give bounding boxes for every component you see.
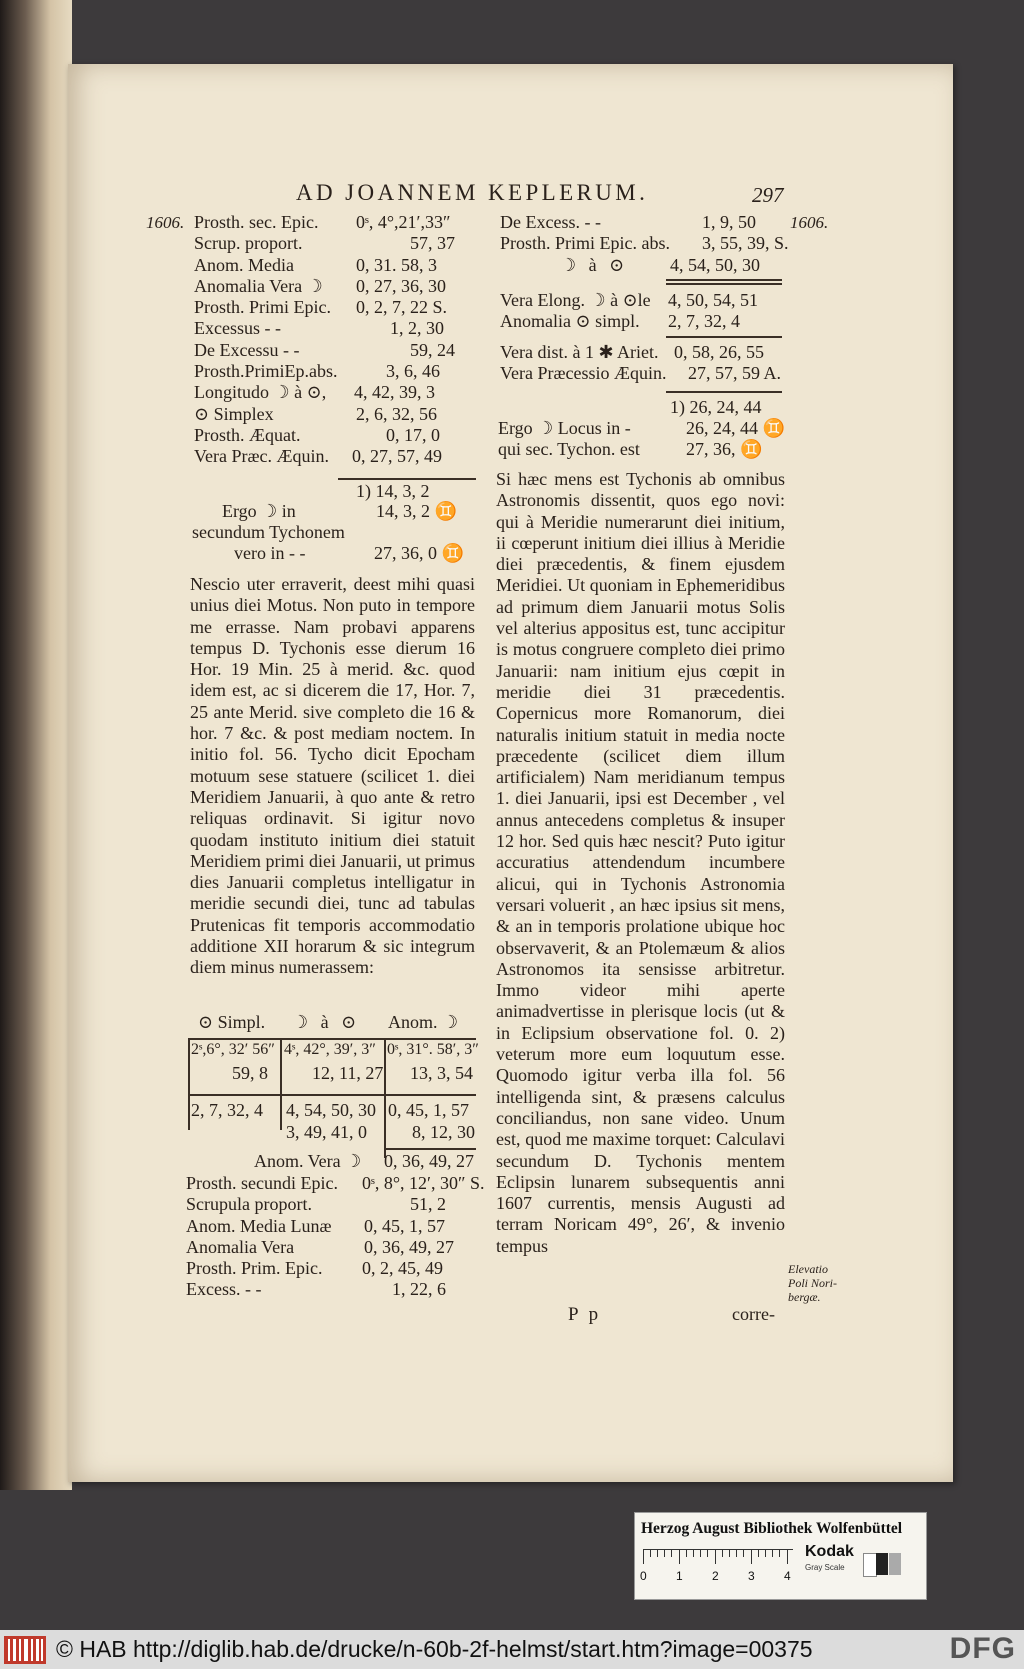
table-row [194, 446, 484, 467]
grid-cell: 4, 54, 50, 30 [286, 1100, 376, 1120]
catchword: corre- [732, 1304, 775, 1324]
row-value: 3, 55, 39, S. [702, 233, 789, 254]
row-label: Prosth. Primi Epic. abs. [500, 233, 670, 254]
row-label: Scrupula proport. [186, 1194, 312, 1215]
row-label: ☽ à ⊙ [560, 254, 625, 275]
row-label: Prosth. secundi Epic. [186, 1173, 338, 1193]
row-value: 27, 36, ♊ [686, 439, 763, 460]
row-value: 0, 58, 26, 55 [674, 342, 764, 362]
grid-header-3: Anom. ☽ [388, 1012, 459, 1032]
signature-mark: P p [568, 1304, 602, 1325]
table-row [500, 290, 800, 311]
page-number: 297 [752, 183, 784, 207]
marginal-note [788, 1262, 837, 1304]
row-label: Anomalia Vera ☽ [194, 275, 323, 296]
left-table-1 [194, 212, 484, 468]
right-table-3 [500, 342, 800, 385]
ergo-line3-value: 27, 36, 0 ♊ [374, 543, 464, 563]
table-row [498, 439, 798, 460]
kodak-brand: Kodak [805, 1543, 854, 1560]
table-row [500, 363, 800, 384]
scale-number: 4 [784, 1569, 791, 1583]
table-row [500, 212, 800, 233]
scale-number: 0 [640, 1569, 647, 1583]
sum-rule [338, 478, 476, 480]
row-value: 26, 24, 44 ♊ [686, 418, 785, 438]
row-value: 1, 9, 50 [702, 212, 756, 232]
table-row [194, 425, 484, 446]
anom-vera-label: Anom. Vera ☽ [254, 1151, 362, 1171]
row-label: Vera dist. à 1 ✱ Ariet. [500, 342, 659, 362]
sum-rule [666, 283, 782, 285]
paragraph: Nescio uter erraverit, deest mihi quasi unius diei Motus. Non puto in tempore me errasse. Nam probavi apparens tempus D. Tychonis esse dierum 16 Hor. 19 Min. 25 à merid. &c. quod idem est, ac si dicerem die 17, Hor. 7, 25 ante Merid. sive completo die 16 & hor. 7 &c. & post mediam noctem. In initio fol. 56. Tycho dicit Epocham motuum sese statuere (scilicet 1. diei Meridiem Januarii, à quo ante & retro reliquas ordinavit. Si igitur novo quodam instituto initium diei statuit Meridiem primi diei Januarii, ut primus dies Januarii completus intelligatur in meridie secundi diei, tunc ad tabulas Prutenicas fit temporis accommodatio additione XII horarum & sic integrum diem minus numerassem: [190, 574, 475, 978]
sum-rule [666, 336, 782, 338]
ergo-line2: secundum Tychonem [192, 522, 345, 542]
row-label: Vera Elong. ☽ à ⊙le [500, 290, 651, 310]
row-value: 1, 2, 30 [390, 318, 444, 339]
scale-number: 2 [712, 1569, 719, 1583]
table-row [194, 212, 484, 233]
table-row [186, 1237, 486, 1258]
gray-swatch [863, 1553, 877, 1577]
table-row [194, 276, 484, 297]
grid-cell: 3, 49, 41, 0 [286, 1122, 367, 1142]
right-table-2 [500, 290, 800, 333]
ergo-value: 14, 3, 2 ♊ [376, 501, 457, 521]
row-value: 2, 6, 32, 56 [356, 403, 437, 424]
sum-rule [666, 279, 782, 281]
row-value: 0, 2, 7, 22 S. [356, 297, 448, 318]
sum-rule [666, 391, 782, 393]
grid-cell: 59, 8 [232, 1063, 268, 1083]
source-url-link[interactable]: © HAB http://diglib.hab.de/drucke/n-60b-2f-helmst/start.htm?image=00375 [56, 1636, 813, 1662]
row-label: Anomalia ⊙ simpl. [500, 311, 640, 332]
grid-cell: 12, 11, 27 [312, 1063, 384, 1083]
row-value: 4, 42, 39, 3 [354, 382, 435, 403]
row-label: Vera Præcessio Æquin. [500, 363, 667, 384]
table-row [194, 361, 484, 382]
year-left: 1606. [146, 213, 185, 232]
book-binding [0, 0, 72, 1490]
year-right: 1606. [790, 213, 829, 232]
grid-bottom-rule [386, 1148, 476, 1150]
ergo-label: Ergo ☽ in [222, 501, 296, 521]
table-row [500, 255, 800, 276]
row-value: 0, 27, 57, 49 [352, 446, 442, 467]
marginal-line: bergæ. [788, 1290, 821, 1304]
row-label: Ergo ☽ Locus in - [498, 418, 631, 438]
running-title: AD JOANNEM KEPLERUM. [296, 180, 649, 205]
grid-top-rule [188, 1038, 476, 1040]
row-value: 0, 31. 58, 3 [356, 254, 437, 275]
left-table-2 [186, 1173, 486, 1301]
grid-vrule [384, 1040, 386, 1158]
row-label: Prosth. Æquat. [194, 424, 301, 445]
table-row [186, 1173, 486, 1194]
row-value: 4, 50, 54, 51 [668, 290, 758, 310]
grid-cell: 2, 7, 32, 4 [191, 1100, 263, 1120]
grid-header-1: ⊙ Simpl. [198, 1012, 266, 1032]
table-row [194, 255, 484, 276]
left-sum: 1) 14, 3, 2 [356, 481, 430, 501]
row-label: Prosth.PrimiEp.abs. [194, 361, 338, 382]
table-row [500, 233, 800, 254]
marginal-line: Elevatio [788, 1262, 828, 1276]
right-table-1 [500, 212, 800, 276]
gray-scale-label: Gray Scale [805, 1563, 845, 1572]
table-row [500, 342, 800, 363]
table-row [498, 418, 798, 439]
right-prose [496, 469, 785, 1257]
row-label: De Excessu - - [194, 339, 300, 360]
footer-bar [0, 1630, 1024, 1669]
left-prose [190, 574, 475, 979]
grid-cell: 13, 3, 54 [410, 1063, 473, 1083]
table-row [194, 340, 484, 361]
row-value: 51, 2 [410, 1194, 446, 1215]
table-row [194, 233, 484, 254]
dfg-logo: DFG [949, 1632, 1016, 1665]
paragraph: Si hæc mens est Tychonis ab omnibus Astronomis dissentit, quos ego novi: qui à Meridie numerarunt diei initium, ii cœperunt initium diei illius à Meridie diei præcedentis, & finem ejusdem Meridiei. Ut quoniam in Ephemeridibus ad primum diem Januarii motus Solis vel alterius appositus est, tunc accipitur is motus congruere completo diei primo Januarii: nam initium ejus cœpit in meridie diei 31 præcedentis. Copernicus more Romanorum, diei naturalis initium statuit in media nocte præcedente (scilicet diem illum artificialem) Nam meridianum tempus 1. diei Januarii, ipsi est December , vel annus antecedens completus & insuper 12 hor. Sed quis hæc nescit? Puto igitur accuratius attendendum incumbere alicui, qui in Tychonis Astronomia versari voluerit , an hæc ipsius sit mens, & an in temporis prolatione ubique hoc observaverit, & an Ptolemæum & alios Astronomos ita sensisse arbitretur. Immo videor mihi aperte animadvertisse in plerisque locis (ut & in Eclipsium observatione fol. 0. 2) veterum more eum loquutum esse. Quomodo igitur verba illa fol. 56 intelligenda sint, & præsens calculus conciliandus, non sane video. Unum est, quod me maxime torquet: Calculavi secundum D. Tychonis mentem Eclipsin lunarem subsequentis anni 1607 currentis, mensis Augusti ad terram Noricam 49°, 26′, & invenio tempus [496, 469, 785, 1256]
barcode-icon [4, 1636, 46, 1664]
row-label: Anom. Media Lunæ [186, 1215, 332, 1236]
row-value: 27, 57, 59 A. [688, 363, 782, 384]
row-label: Prosth. sec. Epic. [194, 212, 319, 232]
row-label: qui sec. Tychon. est [498, 439, 640, 460]
table-row [186, 1216, 486, 1237]
table-row [194, 404, 484, 425]
row-value: 59, 24 [410, 339, 455, 360]
table-row [186, 1258, 486, 1279]
gray-swatch [876, 1553, 888, 1575]
anom-vera-value: 0, 36, 49, 27 [384, 1151, 474, 1171]
grid-mid-rule [188, 1094, 476, 1096]
row-value: 1, 22, 6 [392, 1279, 446, 1300]
row-label: Prosth. Prim. Epic. [186, 1258, 323, 1279]
row-label: Excessus - - [194, 318, 281, 339]
row-value: 0, 17, 0 [386, 424, 440, 445]
grid-cell: 4ˢ, 42°, 39′, 3″ [284, 1041, 376, 1058]
row-label: Vera Præc. Æquin. [194, 446, 329, 467]
row-value: 0, 2, 45, 49 [362, 1258, 443, 1279]
row-value: 3, 6, 46 [386, 361, 440, 382]
row-value: 57, 37 [410, 233, 455, 254]
marginal-line: Poli Nori- [788, 1276, 838, 1290]
scale-ruler [643, 1549, 793, 1568]
row-label: Prosth. Primi Epic. [194, 297, 332, 318]
scale-number: 1 [676, 1569, 683, 1583]
table-row [186, 1279, 486, 1300]
grid-vrule [188, 1040, 190, 1130]
table-row [194, 382, 484, 403]
row-value: 0, 27, 36, 30 [356, 275, 446, 296]
row-value: 2, 7, 32, 4 [668, 311, 740, 332]
row-label: ⊙ Simplex [194, 403, 274, 424]
row-value: 0ˢ, 8°, 12′, 30″ S. [362, 1173, 485, 1193]
right-ergo [498, 418, 798, 461]
table-row [186, 1194, 486, 1215]
grid-cell: 2ˢ,6°, 32′ 56″ [191, 1041, 275, 1058]
grid-header-2: ☽ à ⊙ [292, 1012, 357, 1032]
row-label: Anomalia Vera [186, 1236, 295, 1257]
library-name: Herzog August Bibliothek Wolfenbüttel [641, 1520, 903, 1537]
grid-cell: 0ˢ, 31°. 58′, 3″ [387, 1041, 479, 1058]
grid-cell: 8, 12, 30 [412, 1122, 475, 1142]
row-label: Scrup. proport. [194, 233, 303, 254]
grid-cell: 0, 45, 1, 57 [388, 1100, 469, 1120]
row-label: Longitudo ☽ à ⊙, [194, 382, 327, 403]
table-row [194, 297, 484, 318]
ergo-line3-label: vero in - - [234, 543, 306, 563]
row-value: 4, 54, 50, 30 [670, 254, 760, 275]
right-sum: 1) 26, 24, 44 [670, 397, 762, 417]
row-label: De Excess. - - [500, 212, 601, 232]
row-value: 0, 45, 1, 57 [364, 1215, 445, 1236]
library-scale-card [634, 1512, 927, 1600]
row-value: 0, 36, 49, 27 [364, 1236, 454, 1257]
scale-number: 3 [748, 1569, 755, 1583]
table-row [194, 318, 484, 339]
table-row [500, 311, 800, 332]
row-label: Anom. Media [194, 254, 294, 275]
row-value: 0ˢ, 4°,21′,33″ [356, 212, 451, 232]
gray-swatch [889, 1553, 901, 1575]
grid-vrule [280, 1040, 282, 1130]
row-label: Excess. - - [186, 1279, 262, 1300]
